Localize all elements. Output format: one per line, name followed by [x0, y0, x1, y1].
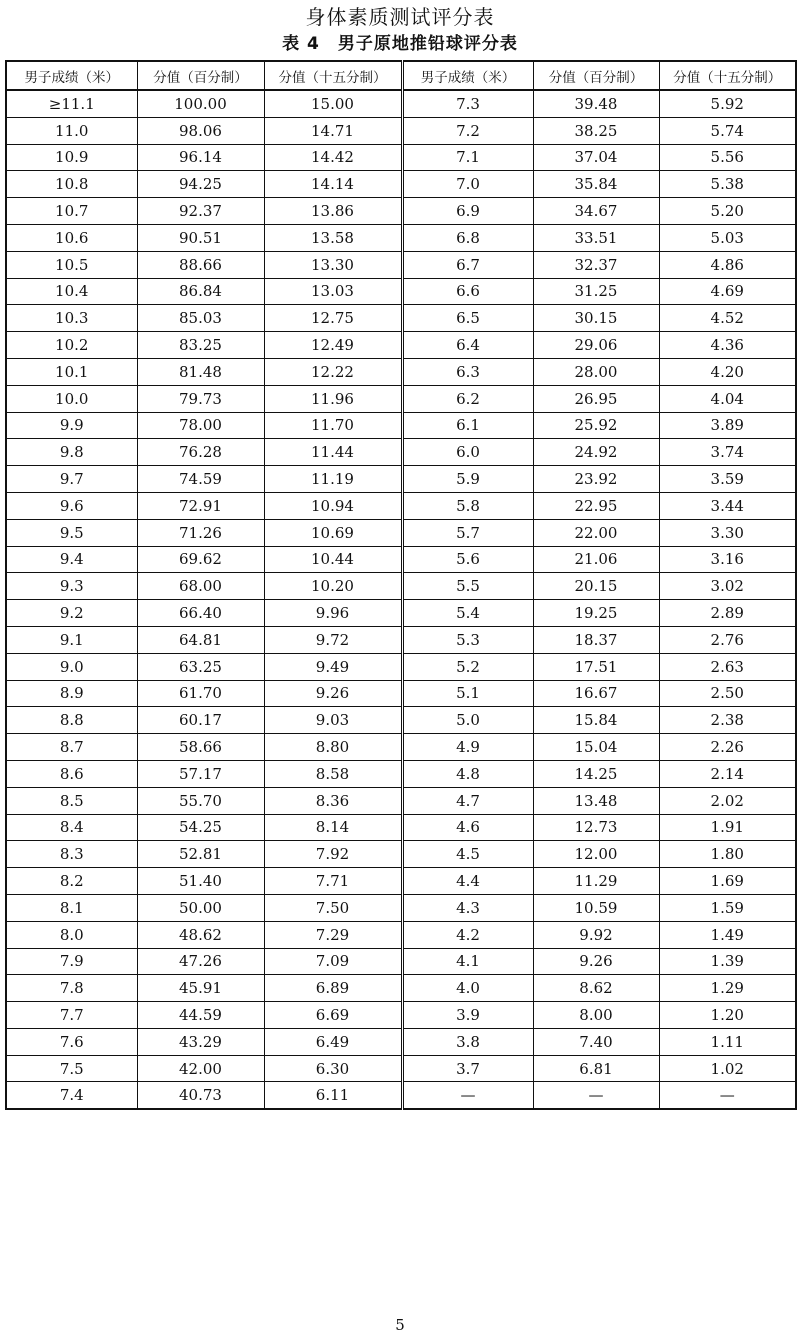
cell-performance-right: 7.0: [402, 171, 533, 198]
cell-score-100-left: 100.00: [137, 90, 264, 117]
cell-score-100-left: 60.17: [137, 707, 264, 734]
cell-performance-right: 5.5: [402, 573, 533, 600]
cell-performance-right: 3.9: [402, 1002, 533, 1029]
cell-score-15-right: 5.92: [659, 90, 796, 117]
cell-performance-left: 9.0: [6, 653, 137, 680]
table-row: [6, 787, 796, 814]
cell-performance-left: 10.4: [6, 278, 137, 305]
cell-score-100-right: 14.25: [533, 760, 659, 787]
header-score-100-right: 分值（百分制）: [533, 61, 659, 90]
table-row: [6, 305, 796, 332]
cell-performance-right: 4.9: [402, 734, 533, 761]
cell-performance-right: 5.6: [402, 546, 533, 573]
cell-score-100-right: 31.25: [533, 278, 659, 305]
cell-score-15-right: 3.30: [659, 519, 796, 546]
cell-score-100-left: 94.25: [137, 171, 264, 198]
cell-score-100-right: 28.00: [533, 358, 659, 385]
cell-score-100-left: 88.66: [137, 251, 264, 278]
cell-score-15-right: 2.38: [659, 707, 796, 734]
cell-score-100-left: 47.26: [137, 948, 264, 975]
cell-score-100-right: 12.00: [533, 841, 659, 868]
page-number: 5: [395, 1316, 405, 1334]
cell-score-100-left: 79.73: [137, 385, 264, 412]
cell-score-100-left: 98.06: [137, 117, 264, 144]
cell-score-15-left: 10.94: [264, 492, 402, 519]
cell-score-15-left: 14.42: [264, 144, 402, 171]
cell-score-15-right: 5.03: [659, 224, 796, 251]
table-row: [6, 385, 796, 412]
cell-performance-right: 7.1: [402, 144, 533, 171]
cell-score-15-right: 2.76: [659, 626, 796, 653]
cell-performance-right: 6.5: [402, 305, 533, 332]
cell-performance-right: —: [402, 1082, 533, 1109]
cell-score-15-right: 1.49: [659, 921, 796, 948]
table-row: [6, 760, 796, 787]
cell-score-100-left: 71.26: [137, 519, 264, 546]
cell-score-100-right: 7.40: [533, 1028, 659, 1055]
cell-performance-left: 10.7: [6, 198, 137, 225]
cell-score-15-left: 8.80: [264, 734, 402, 761]
table-row: [6, 251, 796, 278]
cell-score-100-left: 43.29: [137, 1028, 264, 1055]
cell-score-100-right: 9.26: [533, 948, 659, 975]
cell-score-15-left: 13.30: [264, 251, 402, 278]
cell-score-15-right: 4.69: [659, 278, 796, 305]
cell-score-15-right: 3.44: [659, 492, 796, 519]
cell-score-15-left: 8.36: [264, 787, 402, 814]
cell-performance-left: 8.5: [6, 787, 137, 814]
cell-performance-left: 11.0: [6, 117, 137, 144]
table-row: [6, 626, 796, 653]
header-performance-right: 男子成绩（米）: [402, 61, 533, 90]
cell-score-100-left: 40.73: [137, 1082, 264, 1109]
cell-performance-left: 9.3: [6, 573, 137, 600]
cell-score-15-left: 12.75: [264, 305, 402, 332]
cell-score-15-right: 1.11: [659, 1028, 796, 1055]
cell-score-15-left: 8.14: [264, 814, 402, 841]
cell-score-100-left: 81.48: [137, 358, 264, 385]
cell-score-15-right: 2.14: [659, 760, 796, 787]
cell-score-100-right: 19.25: [533, 600, 659, 627]
cell-score-15-right: 5.38: [659, 171, 796, 198]
cell-performance-left: 9.6: [6, 492, 137, 519]
cell-score-15-left: 10.44: [264, 546, 402, 573]
table-row: [6, 868, 796, 895]
cell-score-100-left: 50.00: [137, 894, 264, 921]
cell-score-100-right: 6.81: [533, 1055, 659, 1082]
table-row: [6, 1002, 796, 1029]
table-row: [6, 653, 796, 680]
cell-score-15-right: 2.02: [659, 787, 796, 814]
cell-score-15-right: 2.26: [659, 734, 796, 761]
cell-score-15-left: 12.22: [264, 358, 402, 385]
cell-performance-left: 10.5: [6, 251, 137, 278]
table-row: [6, 492, 796, 519]
cell-performance-left: 7.9: [6, 948, 137, 975]
cell-performance-right: 6.7: [402, 251, 533, 278]
cell-score-100-left: 74.59: [137, 466, 264, 493]
table-caption: [0, 32, 800, 56]
table-row: [6, 975, 796, 1002]
cell-score-100-left: 69.62: [137, 546, 264, 573]
cell-score-15-right: 4.52: [659, 305, 796, 332]
cell-performance-right: 5.3: [402, 626, 533, 653]
cell-performance-left: 10.8: [6, 171, 137, 198]
cell-score-15-right: 1.02: [659, 1055, 796, 1082]
cell-score-15-right: 1.91: [659, 814, 796, 841]
table-row: [6, 1028, 796, 1055]
table-row: [6, 546, 796, 573]
cell-score-100-left: 96.14: [137, 144, 264, 171]
table-row: [6, 1082, 796, 1109]
cell-score-15-right: 2.63: [659, 653, 796, 680]
cell-score-100-right: 39.48: [533, 90, 659, 117]
cell-performance-right: 5.8: [402, 492, 533, 519]
cell-performance-left: 7.7: [6, 1002, 137, 1029]
cell-score-100-left: 92.37: [137, 198, 264, 225]
table-row: [6, 841, 796, 868]
cell-score-100-left: 66.40: [137, 600, 264, 627]
table-row: [6, 894, 796, 921]
cell-score-100-left: 78.00: [137, 412, 264, 439]
cell-score-15-left: 7.50: [264, 894, 402, 921]
cell-performance-right: 5.4: [402, 600, 533, 627]
cell-score-15-right: —: [659, 1082, 796, 1109]
cell-performance-left: 9.7: [6, 466, 137, 493]
cell-score-15-right: 2.89: [659, 600, 796, 627]
cell-performance-left: 7.4: [6, 1082, 137, 1109]
cell-score-15-left: 11.96: [264, 385, 402, 412]
cell-performance-right: 6.0: [402, 439, 533, 466]
cell-performance-right: 6.2: [402, 385, 533, 412]
cell-score-15-left: 10.69: [264, 519, 402, 546]
table-row: [6, 117, 796, 144]
cell-performance-right: 5.7: [402, 519, 533, 546]
cell-performance-left: 10.2: [6, 332, 137, 359]
table-row: [6, 921, 796, 948]
table-row: [6, 573, 796, 600]
cell-score-100-right: 24.92: [533, 439, 659, 466]
cell-performance-left: 9.8: [6, 439, 137, 466]
cell-score-100-right: 32.37: [533, 251, 659, 278]
cell-score-15-right: 4.36: [659, 332, 796, 359]
cell-performance-right: 6.3: [402, 358, 533, 385]
cell-score-100-right: 15.84: [533, 707, 659, 734]
header-score-15-right: 分值（十五分制）: [659, 61, 796, 90]
table-row: [6, 224, 796, 251]
cell-score-15-right: 3.59: [659, 466, 796, 493]
cell-score-15-left: 9.03: [264, 707, 402, 734]
cell-score-100-left: 86.84: [137, 278, 264, 305]
cell-performance-right: 4.3: [402, 894, 533, 921]
cell-score-15-left: 7.92: [264, 841, 402, 868]
cell-score-15-left: 6.49: [264, 1028, 402, 1055]
cell-performance-right: 4.1: [402, 948, 533, 975]
cell-score-15-right: 3.16: [659, 546, 796, 573]
table-row: [6, 948, 796, 975]
cell-performance-left: 9.4: [6, 546, 137, 573]
cell-score-100-left: 52.81: [137, 841, 264, 868]
cell-score-15-left: 11.70: [264, 412, 402, 439]
cell-performance-left: 8.7: [6, 734, 137, 761]
cell-performance-right: 6.4: [402, 332, 533, 359]
cell-score-100-right: 21.06: [533, 546, 659, 573]
cell-performance-left: 7.8: [6, 975, 137, 1002]
cell-score-100-left: 76.28: [137, 439, 264, 466]
cell-score-15-left: 9.26: [264, 680, 402, 707]
cell-score-100-right: 16.67: [533, 680, 659, 707]
cell-performance-left: 7.5: [6, 1055, 137, 1082]
cell-performance-right: 5.1: [402, 680, 533, 707]
cell-score-100-right: 15.04: [533, 734, 659, 761]
cell-performance-left: 9.1: [6, 626, 137, 653]
cell-score-15-left: 6.30: [264, 1055, 402, 1082]
cell-score-15-right: 3.89: [659, 412, 796, 439]
cell-performance-right: 4.0: [402, 975, 533, 1002]
cell-performance-left: 8.1: [6, 894, 137, 921]
table-row: [6, 734, 796, 761]
cell-score-15-left: 15.00: [264, 90, 402, 117]
table-row: [6, 680, 796, 707]
cell-score-100-right: 22.00: [533, 519, 659, 546]
table-header-row: [6, 61, 796, 90]
cell-score-15-right: 1.39: [659, 948, 796, 975]
cell-score-15-left: 13.58: [264, 224, 402, 251]
cell-score-100-left: 68.00: [137, 573, 264, 600]
cell-score-15-right: 1.69: [659, 868, 796, 895]
cell-score-100-right: 10.59: [533, 894, 659, 921]
cell-performance-left: 10.1: [6, 358, 137, 385]
cell-score-15-right: 4.86: [659, 251, 796, 278]
cell-score-15-right: 5.74: [659, 117, 796, 144]
cell-score-15-right: 1.80: [659, 841, 796, 868]
table-row: [6, 412, 796, 439]
cell-score-15-left: 11.44: [264, 439, 402, 466]
cell-performance-right: 3.7: [402, 1055, 533, 1082]
cell-score-100-right: 8.62: [533, 975, 659, 1002]
cell-performance-right: 6.1: [402, 412, 533, 439]
cell-score-100-right: 9.92: [533, 921, 659, 948]
cell-score-100-right: 38.25: [533, 117, 659, 144]
cell-score-100-left: 48.62: [137, 921, 264, 948]
table-row: [6, 814, 796, 841]
cell-score-100-right: 25.92: [533, 412, 659, 439]
cell-score-15-left: 7.09: [264, 948, 402, 975]
table-row: [6, 439, 796, 466]
cell-performance-left: 8.2: [6, 868, 137, 895]
cell-score-100-right: 35.84: [533, 171, 659, 198]
cell-score-100-right: 26.95: [533, 385, 659, 412]
table-row: [6, 332, 796, 359]
cell-performance-left: 9.9: [6, 412, 137, 439]
cell-performance-right: 6.9: [402, 198, 533, 225]
page-title: 身体素质测试评分表: [305, 5, 495, 29]
cell-score-15-right: 3.02: [659, 573, 796, 600]
cell-score-100-left: 42.00: [137, 1055, 264, 1082]
cell-score-100-left: 61.70: [137, 680, 264, 707]
cell-score-15-right: 3.74: [659, 439, 796, 466]
cell-score-100-right: 17.51: [533, 653, 659, 680]
cell-score-15-left: 12.49: [264, 332, 402, 359]
cell-score-100-right: 22.95: [533, 492, 659, 519]
table-body: [6, 90, 796, 1109]
cell-score-15-right: 1.29: [659, 975, 796, 1002]
cell-score-15-right: 5.56: [659, 144, 796, 171]
cell-performance-right: 6.8: [402, 224, 533, 251]
cell-score-15-left: 7.29: [264, 921, 402, 948]
cell-score-15-right: 1.20: [659, 1002, 796, 1029]
cell-score-100-right: 23.92: [533, 466, 659, 493]
cell-score-100-left: 85.03: [137, 305, 264, 332]
cell-performance-left: 10.0: [6, 385, 137, 412]
cell-performance-left: 8.4: [6, 814, 137, 841]
table-row: [6, 198, 796, 225]
cell-score-100-left: 57.17: [137, 760, 264, 787]
cell-performance-right: 4.2: [402, 921, 533, 948]
cell-score-100-left: 51.40: [137, 868, 264, 895]
cell-performance-left: 8.0: [6, 921, 137, 948]
cell-score-15-left: 13.03: [264, 278, 402, 305]
cell-performance-right: 4.5: [402, 841, 533, 868]
cell-performance-right: 5.2: [402, 653, 533, 680]
cell-performance-right: 6.6: [402, 278, 533, 305]
cell-score-15-left: 6.89: [264, 975, 402, 1002]
cell-score-15-right: 2.50: [659, 680, 796, 707]
table-row: [6, 1055, 796, 1082]
table-row: [6, 171, 796, 198]
cell-score-15-left: 6.11: [264, 1082, 402, 1109]
cell-score-100-right: 30.15: [533, 305, 659, 332]
table-row: [6, 144, 796, 171]
cell-score-100-right: 37.04: [533, 144, 659, 171]
table-row: [6, 707, 796, 734]
cell-performance-left: ≥11.1: [6, 90, 137, 117]
table-row: [6, 278, 796, 305]
table-row: [6, 519, 796, 546]
cell-score-100-left: 64.81: [137, 626, 264, 653]
cell-score-100-right: 11.29: [533, 868, 659, 895]
cell-score-100-left: 63.25: [137, 653, 264, 680]
cell-score-15-left: 11.19: [264, 466, 402, 493]
cell-score-100-left: 44.59: [137, 1002, 264, 1029]
cell-performance-left: 10.3: [6, 305, 137, 332]
cell-score-15-left: 14.14: [264, 171, 402, 198]
table-row: [6, 600, 796, 627]
cell-performance-right: 4.4: [402, 868, 533, 895]
header-score-15-left: 分值（十五分制）: [264, 61, 402, 90]
cell-score-15-left: 9.96: [264, 600, 402, 627]
cell-performance-left: 9.5: [6, 519, 137, 546]
cell-score-15-left: 9.49: [264, 653, 402, 680]
cell-performance-right: 4.6: [402, 814, 533, 841]
cell-score-100-right: 18.37: [533, 626, 659, 653]
cell-score-100-right: —: [533, 1082, 659, 1109]
cell-score-15-left: 9.72: [264, 626, 402, 653]
table-row: [6, 90, 796, 117]
table-row: [6, 466, 796, 493]
cell-score-100-right: 20.15: [533, 573, 659, 600]
cell-performance-left: 8.6: [6, 760, 137, 787]
score-table: [5, 60, 797, 1110]
cell-score-100-right: 34.67: [533, 198, 659, 225]
cell-performance-left: 10.9: [6, 144, 137, 171]
table-name: 男子原地推铅球评分表: [337, 34, 518, 54]
cell-performance-left: 9.2: [6, 600, 137, 627]
cell-score-100-left: 45.91: [137, 975, 264, 1002]
cell-performance-right: 4.7: [402, 787, 533, 814]
cell-score-100-left: 58.66: [137, 734, 264, 761]
cell-score-15-left: 6.69: [264, 1002, 402, 1029]
cell-score-100-right: 29.06: [533, 332, 659, 359]
cell-performance-right: 7.3: [402, 90, 533, 117]
cell-score-100-right: 8.00: [533, 1002, 659, 1029]
table-number: 表 4: [282, 34, 320, 54]
cell-score-100-left: 55.70: [137, 787, 264, 814]
cell-performance-left: 10.6: [6, 224, 137, 251]
header-score-100-left: 分值（百分制）: [137, 61, 264, 90]
cell-score-15-left: 13.86: [264, 198, 402, 225]
cell-score-100-right: 33.51: [533, 224, 659, 251]
cell-performance-right: 3.8: [402, 1028, 533, 1055]
cell-score-100-left: 90.51: [137, 224, 264, 251]
cell-score-15-left: 7.71: [264, 868, 402, 895]
table-row: [6, 358, 796, 385]
cell-score-15-right: 4.20: [659, 358, 796, 385]
cell-performance-left: 8.8: [6, 707, 137, 734]
cell-performance-left: 7.6: [6, 1028, 137, 1055]
cell-performance-right: 4.8: [402, 760, 533, 787]
cell-score-15-right: 1.59: [659, 894, 796, 921]
cell-performance-right: 7.2: [402, 117, 533, 144]
cell-score-100-left: 54.25: [137, 814, 264, 841]
cell-score-100-left: 72.91: [137, 492, 264, 519]
header-performance-left: 男子成绩（米）: [6, 61, 137, 90]
cell-score-15-left: 8.58: [264, 760, 402, 787]
cell-score-15-left: 14.71: [264, 117, 402, 144]
cell-performance-left: 8.9: [6, 680, 137, 707]
cell-score-100-left: 83.25: [137, 332, 264, 359]
cell-performance-right: 5.0: [402, 707, 533, 734]
cell-score-15-right: 5.20: [659, 198, 796, 225]
cell-score-15-right: 4.04: [659, 385, 796, 412]
cell-performance-left: 8.3: [6, 841, 137, 868]
cell-performance-right: 5.9: [402, 466, 533, 493]
cell-score-100-right: 12.73: [533, 814, 659, 841]
cell-score-15-left: 10.20: [264, 573, 402, 600]
cell-score-100-right: 13.48: [533, 787, 659, 814]
